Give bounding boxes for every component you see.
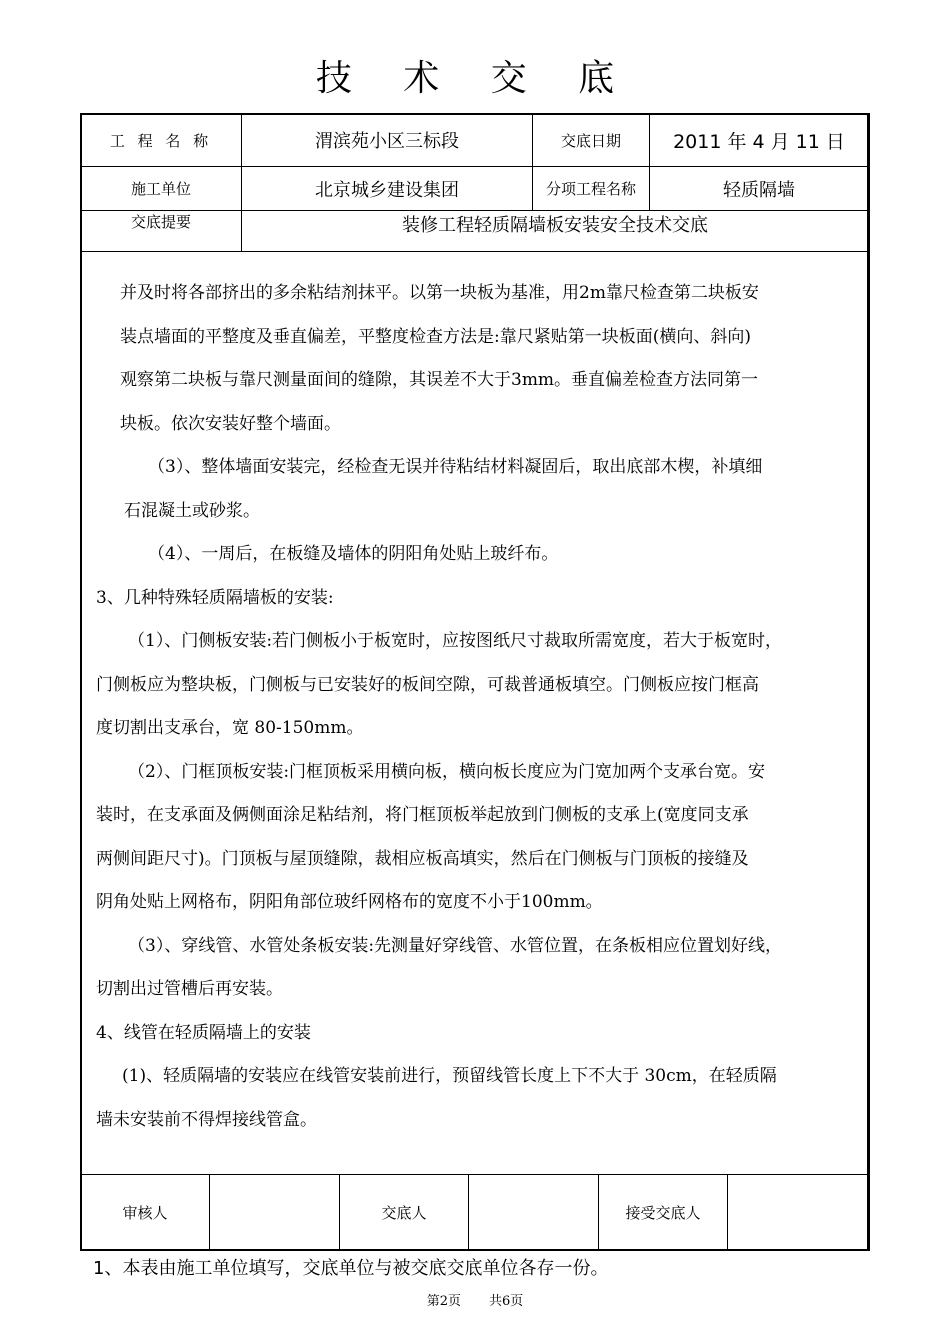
paragraph-line: 石混凝土或砂浆。 [124,500,260,521]
form-note: 1、本表由施工单位填写，交底单位与被交底交底单位各存一份。 [93,1258,609,1279]
paragraph-line: （3）、整体墙面安装完，经检查无误并待粘结材料凝固后，取出底部木楔，补填细 [148,457,763,477]
receiver-signature-field[interactable] [728,1175,868,1250]
document-title: 技 术 交 底 [315,58,635,99]
subproject-label: 分项工程名称 [545,180,636,198]
paragraph-line: （1）、门侧板安装:若门侧板小于板宽时，应按图纸尺寸裁取所需宽度，若大于板宽时， [128,631,783,651]
project-name-value: 渭滨苑小区三标段 [315,131,459,152]
summary-label: 交底提要 [130,213,191,231]
total-pages: 共6页 [489,1294,524,1309]
subproject-value: 轻质隔墙 [723,179,795,201]
paragraph-line: （2）、门框顶板安装:门框顶板采用横向板，横向板长度应为门宽加两个支承台宽。安 [128,761,766,782]
paragraph-line: 装点墙面的平整度及垂直偏差，平整度检查方法是:靠尺紧贴第一块板面(横向、斜向) [120,326,751,347]
row-divider [80,251,870,252]
current-page: 第2页 [426,1294,461,1309]
section-heading: 4、线管在轻质隔墙上的安装 [96,1022,311,1043]
receiver-label: 接受交底人 [625,1204,701,1222]
reviewer-label: 审核人 [122,1204,168,1222]
discloser-label: 交底人 [381,1204,427,1222]
paragraph-line: 观察第二块板与靠尺测量面间的缝隙，其误差不大于3mm。垂直偏差检查方法同第一 [120,370,759,390]
contractor-label: 施工单位 [130,180,191,198]
paragraph-line: 墙未安装前不得焊接线管盒。 [96,1109,317,1130]
paragraph-line: 并及时将各部挤出的多余粘结剂抹平。以第一块板为基准，用2m靠尺检查第二块板安 [120,283,759,303]
page-number [0,1290,950,1309]
contractor-value: 北京城乡建设集团 [315,179,459,201]
disclosure-content [96,272,846,1142]
paragraph-line: （4）、一周后，在板缝及墙体的阴阳角处贴上玻纤布。 [148,544,559,564]
paragraph-line: （3）、穿线管、水管处条板安装:先测量好穿线管、水管位置，在条板相应位置划好线， [128,935,783,956]
paragraph-line: 度切割出支承台，宽 80-150mm。 [96,718,364,738]
discloser-signature-field[interactable] [469,1175,598,1250]
reviewer-signature-field[interactable] [210,1175,339,1250]
paragraph-line: (1)、轻质隔墙的安装应在线管安装前进行，预留线管长度上下不大于 30cm，在轻质隔 [122,1066,777,1086]
section-heading: 3、几种特殊轻质隔墙板的安装: [96,587,334,608]
paragraph-line: 块板。依次安装好整个墙面。 [120,413,341,434]
paragraph-line: 装时，在支承面及俩侧面涂足粘结剂，将门框顶板举起放到门侧板的支承上(宽度同支承 [96,805,749,825]
date-label: 交底日期 [560,131,621,150]
summary-value: 装修工程轻质隔墙板安装安全技术交底 [402,215,708,236]
paragraph-line: 切割出过管槽后再安装。 [96,979,283,999]
paragraph-line: 阴角处贴上网格布，阴阳角部位玻纤网格布的宽度不小于100mm。 [96,892,603,912]
paragraph-line: 门侧板应为整块板，门侧板与已安装好的板间空隙，可裁普通板填空。门侧板应按门框高 [96,674,759,695]
project-name-label: 工 程 名 称 [109,131,213,150]
paragraph-line: 两侧间距尺寸)。门顶板与屋顶缝隙，裁相应板高填实，然后在门侧板与门顶板的接缝及 [96,848,749,869]
date-value: 2011 年 4 月 11 日 [673,130,845,153]
